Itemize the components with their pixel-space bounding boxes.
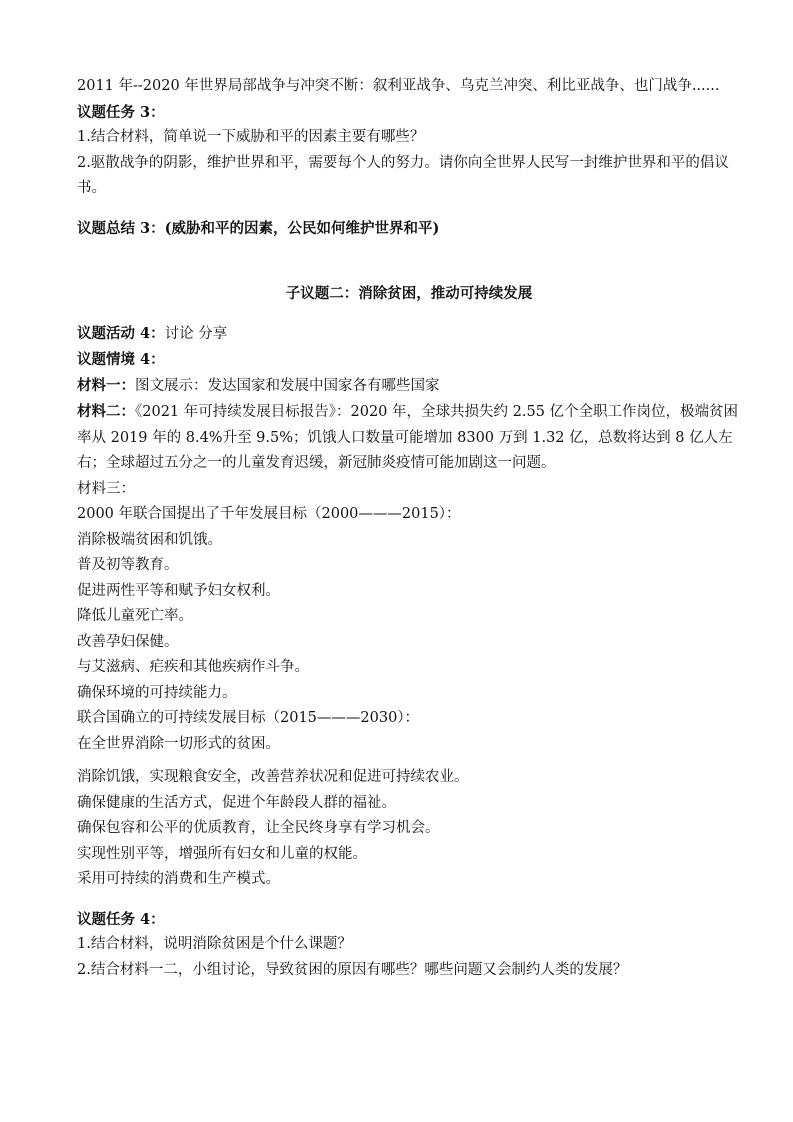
mdg-item-1: 消除极端贫困和饥饿。 bbox=[77, 531, 222, 548]
mdg-item-2: 普及初等教育。 bbox=[77, 557, 179, 573]
activity4-line bbox=[77, 321, 741, 348]
mdg-item-5: 改善孕妇保健。 bbox=[77, 633, 179, 650]
summary3-heading: 议题总结 3：(威胁和平的因素，公民如何维护世界和平) bbox=[77, 219, 440, 237]
sub-topic-2-title: 子议题二：消除贫困，推动可持续发展 bbox=[285, 285, 533, 302]
mdg-item-4: 降低儿童死亡率。 bbox=[77, 608, 193, 624]
sdg-item-1: 在全世界消除一切形式的贫困。 bbox=[77, 735, 280, 752]
task3-heading: 议题任务 3： bbox=[77, 103, 165, 121]
material2-paragraph bbox=[77, 399, 741, 477]
mdg-item-3: 促进两性平等和赋予妇女权利。 bbox=[77, 582, 280, 599]
material1-label: 材料一： bbox=[77, 376, 135, 394]
war-conflicts-paragraph: 2011 年--2020 年世界局部战争与冲突不断：叙利亚战争、乌克兰冲突、利比亚战争、也门战争...... bbox=[77, 78, 720, 94]
mdg-intro: 2000 年联合国提出了千年发展目标（2000———2015）： bbox=[77, 506, 461, 522]
sdg-item-3: 确保健康的生活方式，促进个年龄段人群的福祉。 bbox=[77, 794, 396, 811]
material3-label: 材料三： bbox=[77, 480, 135, 497]
sdg-item-2: 消除饥饿，实现粮食安全，改善营养状况和促进可持续农业。 bbox=[77, 769, 469, 785]
mdg-item-6: 与艾滋病、疟疾和其他疾病作斗争。 bbox=[77, 659, 309, 675]
material1-line bbox=[77, 373, 741, 400]
material2-label: 材料二： bbox=[77, 403, 135, 420]
sdg-item-6: 采用可持续的消费和生产模式。 bbox=[77, 871, 280, 887]
task4-heading: 议题任务 4： bbox=[77, 910, 165, 928]
material2-text: 《2021 年可持续发展目标报告》：2020 年，全球共损失约 2.55 亿个全职工作岗位，极端贫困率从 2019 年的 8.4%升至 9.5%；饥饿人口数量可能增加 8300 万到 1.32 亿，总数将达到 8 亿人左右；全球超过五分之一的儿童发育迟缓，新冠肺炎疫情可能加剧这一问题。 bbox=[77, 404, 739, 471]
task4-question-1: 1.结合材料，说明消除贫困是个什么课题？ bbox=[77, 936, 352, 952]
activity4-label: 议题活动 4： bbox=[77, 324, 165, 342]
material1-text: 图文展示：发达国家和发展中国家各有哪些国家 bbox=[135, 377, 440, 394]
task4-question-2: 2.结合材料一二，小组讨论，导致贫困的原因有哪些？哪些问题又会制约人类的发展？ bbox=[77, 961, 628, 978]
mdg-item-7: 确保环境的可持续能力。 bbox=[77, 684, 237, 701]
task3-question-1: 1.结合材料，简单说一下威胁和平的因素主要有哪些？ bbox=[77, 129, 425, 145]
sdg-intro: 联合国确立的可持续发展目标（2015———2030）： bbox=[77, 710, 420, 726]
sdg-item-5: 实现性别平等，增强所有妇女和儿童的权能。 bbox=[77, 845, 367, 862]
situation4-heading: 议题情境 4： bbox=[77, 351, 165, 368]
task3-question-2: 2.驱散战争的阴影，维护世界和平，需要每个人的努力。请你向全世界人民写一封维护世界和平的倡议书。 bbox=[77, 154, 729, 196]
activity4-text: 讨论 分享 bbox=[164, 325, 228, 342]
sdg-item-4: 确保包容和公平的优质教育，让全民终身享有学习机会。 bbox=[77, 820, 440, 836]
